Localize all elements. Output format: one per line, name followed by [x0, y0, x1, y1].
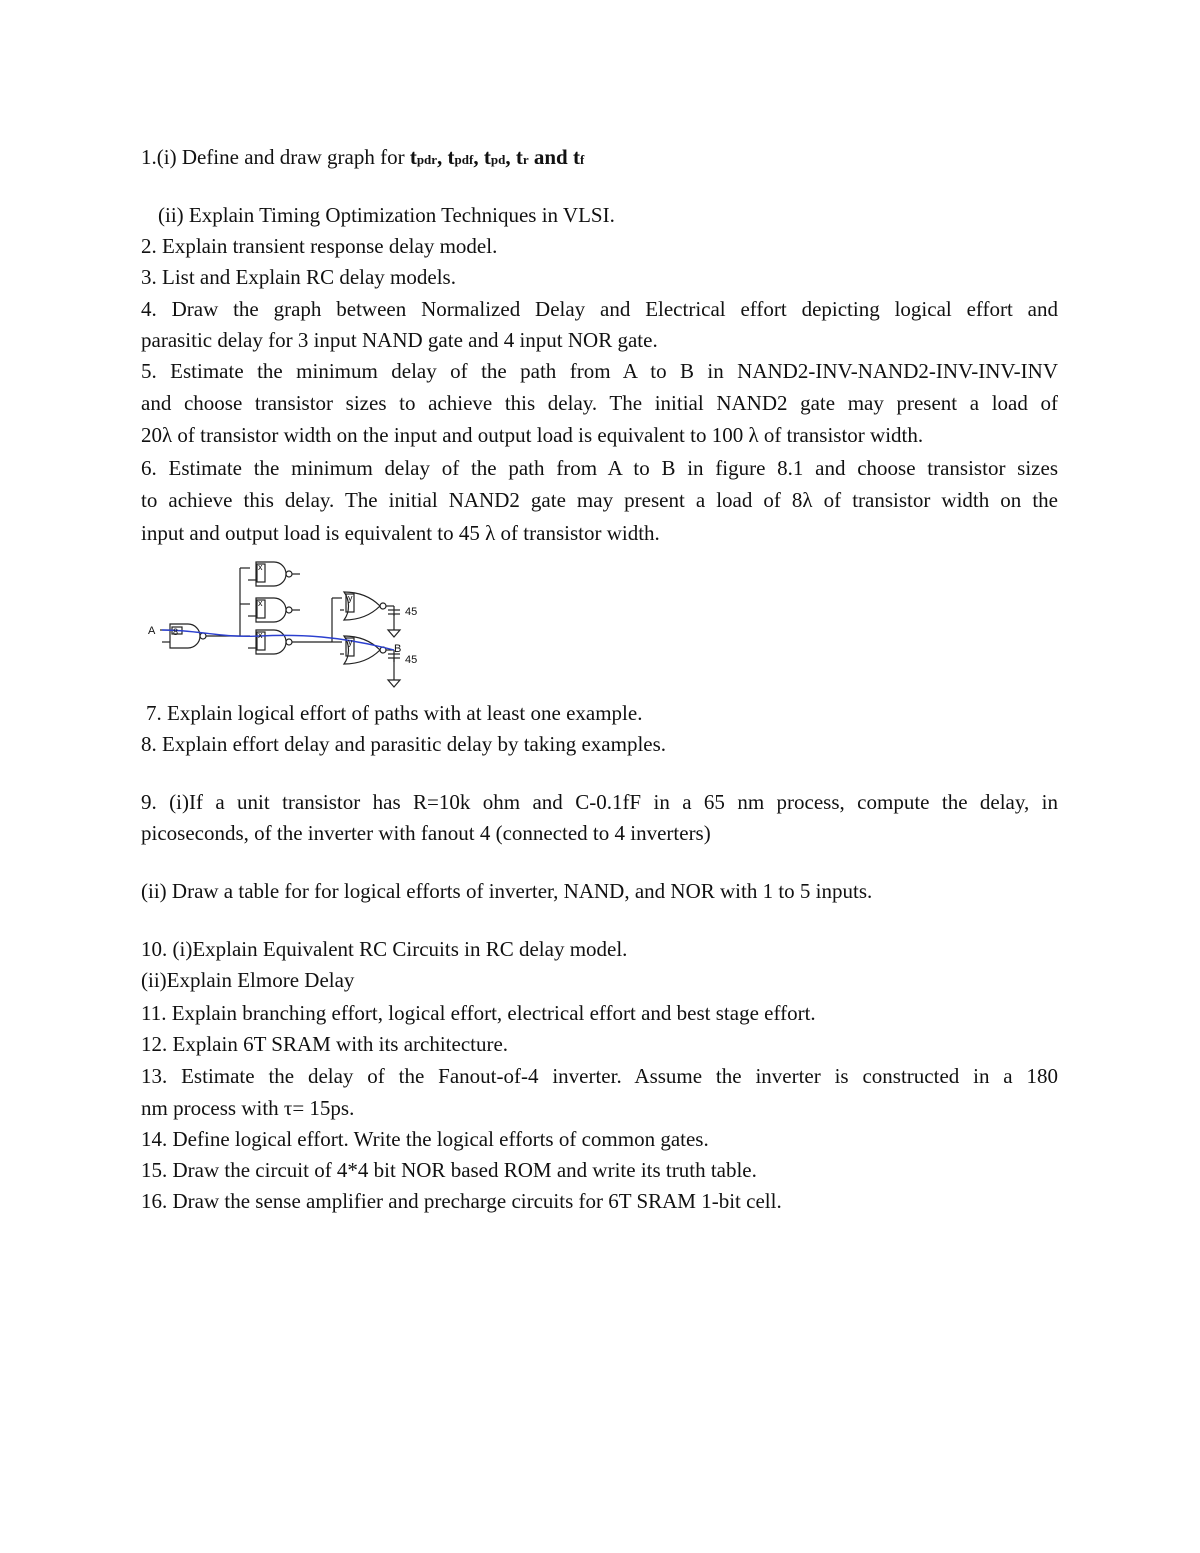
question-7: 7. Explain logical effort of paths with at least one example.	[146, 701, 643, 725]
question-6-line-2: to achieve this delay. The initial NAND2 gate may present a load of 8λ of transistor width on the	[141, 488, 1058, 512]
question-10-i: 10. (i)Explain Equivalent RC Circuits in RC delay model.	[141, 937, 628, 961]
question-8: 8. Explain effort delay and parasitic delay by taking examples.	[141, 732, 667, 756]
question-4-line-2: parasitic delay for 3 input NAND gate and 4 input NOR gate.	[141, 328, 658, 352]
gate-label-x-3: x	[258, 630, 263, 640]
question-9-i-line-2: picoseconds, of the inverter with fanout 4 (connected to 4 inverters)	[141, 821, 711, 845]
gate-label-x-1: x	[258, 562, 263, 572]
question-14: 14. Define logical effort. Write the logical efforts of common gates.	[141, 1127, 709, 1151]
input-load-label: 8	[173, 627, 179, 637]
output-label-b: B	[394, 643, 402, 655]
load-label-bottom: 45	[405, 654, 418, 666]
question-3: 3. List and Explain RC delay models.	[141, 265, 456, 289]
gate-label-x-2: x	[258, 598, 263, 608]
question-10-ii: (ii)Explain Elmore Delay	[141, 968, 355, 992]
question-16: 16. Draw the sense amplifier and precharge circuits for 6T SRAM 1-bit cell.	[141, 1189, 782, 1213]
critical-path	[162, 630, 394, 650]
question-1-i: 1.(i) Define and draw graph for tpdr, tpdf, tpd, tr and tf	[141, 145, 585, 169]
question-6-line-1: 6. Estimate the minimum delay of the path from A to B in figure 8.1 and choose transistor sizes	[141, 456, 1058, 480]
question-4-line-1: 4. Draw the graph between Normalized Delay and Electrical effort depicting logical effort and	[141, 297, 1058, 321]
question-1-ii: (ii) Explain Timing Optimization Techniques in VLSI.	[158, 203, 615, 227]
question-9-i-line-1: 9. (i)If a unit transistor has R=10k ohm and C-0.1fF in a 65 nm process, compute the delay, in	[141, 790, 1058, 814]
gate-label-y-2: y	[348, 637, 353, 647]
gate-label-y-1: y	[348, 593, 353, 603]
question-12: 12. Explain 6T SRAM with its architecture.	[141, 1032, 509, 1056]
question-5-line-1: 5. Estimate the minimum delay of the path from A to B in NAND2-INV-NAND2-INV-INV-INV	[141, 359, 1058, 383]
question-5-line-2: and choose transistor sizes to achieve this delay. The initial NAND2 gate may present a load of	[141, 391, 1058, 415]
question-6-line-3: input and output load is equivalent to 45 λ of transistor width.	[141, 521, 660, 545]
load-label-top: 45	[405, 606, 418, 618]
question-5-line-3: 20λ of transistor width on the input and output load is equivalent to 100 λ of transistor width.	[141, 423, 924, 447]
question-13-line-1: 13. Estimate the delay of the Fanout-of-4 inverter. Assume the inverter is constructed in a 180	[141, 1064, 1058, 1088]
circuit-figure	[140, 550, 440, 695]
question-2: 2. Explain transient response delay model.	[141, 234, 498, 258]
question-15: 15. Draw the circuit of 4*4 bit NOR based ROM and write its truth table.	[141, 1158, 757, 1182]
input-label-a: A	[148, 625, 156, 637]
question-11: 11. Explain branching effort, logical effort, electrical effort and best stage effort.	[141, 1001, 816, 1025]
question-9-ii: (ii) Draw a table for for logical efforts of inverter, NAND, and NOR with 1 to 5 inputs.	[141, 879, 873, 903]
question-13-line-2: nm process with τ= 15ps.	[141, 1096, 355, 1120]
